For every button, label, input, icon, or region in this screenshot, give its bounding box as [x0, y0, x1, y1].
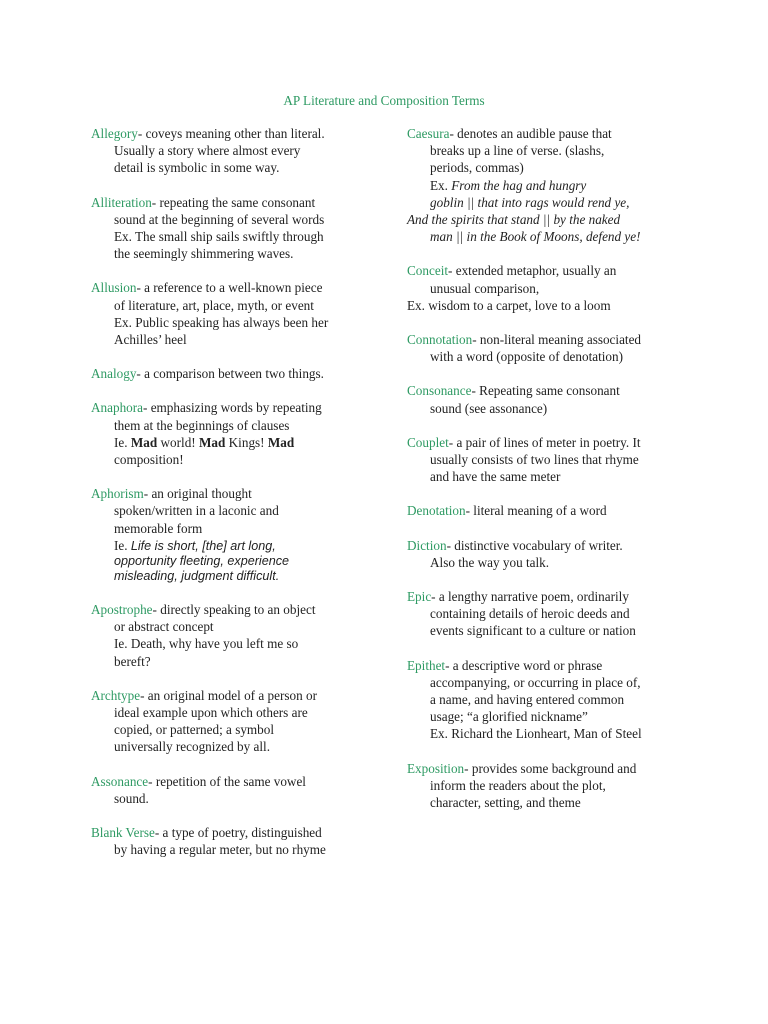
term-entry-allegory — [91, 125, 367, 177]
term-entry-apostrophe — [91, 601, 367, 670]
example-line: the seemingly shimmering waves. — [114, 246, 294, 262]
term-entry-epic — [407, 588, 689, 640]
example-line — [91, 537, 367, 554]
definition-line: containing details of heroic deeds and — [430, 606, 630, 622]
term-entry-anaphora — [91, 399, 367, 468]
left-column — [91, 125, 367, 859]
term-definition: - a lengthy narrative poem, ordinarily — [431, 589, 629, 605]
definition-line: periods, commas) — [430, 160, 524, 176]
term-entry-alliteration — [91, 194, 367, 263]
definition-line: them at the beginnings of clauses — [114, 417, 290, 433]
term-definition: - a reference to a well-known piece — [136, 280, 323, 296]
term-name: Alliteration — [91, 194, 152, 210]
term-entry-consonance — [407, 382, 689, 416]
term-entry-caesura — [407, 125, 689, 245]
term-definition: - repetition of the same vowel — [148, 773, 306, 789]
term-entry-conceit — [407, 262, 689, 314]
term-name: Consonance — [407, 383, 472, 399]
poem-text: goblin || that into rags would rend ye, — [430, 194, 630, 210]
term-definition: - Repeating same consonant — [471, 383, 620, 399]
definition-line: sound at the beginning of several words — [114, 211, 325, 227]
definition-line: character, setting, and theme — [430, 795, 581, 811]
term-definition: - a pair of lines of meter in poetry. It — [448, 434, 641, 450]
example-line: Ex. Richard the Lionheart, Man of Steel — [430, 726, 642, 742]
term-definition: - provides some background and — [464, 760, 637, 776]
term-name: Exposition — [407, 760, 465, 776]
term-entry-assonance — [91, 773, 367, 807]
definition-line: ideal example upon which others are — [114, 705, 308, 721]
term-name: Diction — [407, 537, 447, 553]
term-entry-archtype — [91, 687, 367, 756]
definition-line: or abstract concept — [114, 619, 214, 635]
definition-line: accompanying, or occurring in place of, — [430, 674, 641, 690]
definition-line: a name, and having entered common — [430, 692, 625, 708]
term-entry-blank-verse — [91, 824, 367, 858]
term-name: Couplet — [407, 434, 449, 450]
term-entry-analogy — [91, 365, 367, 382]
poem-text: And the spirits that stand || by the naked — [407, 212, 621, 228]
example-line: bereft? — [114, 653, 151, 669]
term-entry-denotation — [407, 502, 689, 519]
term-definition: - non-literal meaning associated — [472, 332, 642, 348]
example-prefix: Ie. — [114, 537, 131, 553]
quote-text: opportunity fleeting, experience — [114, 554, 290, 569]
poem-line — [407, 211, 689, 228]
definition-line: by having a regular meter, but no rhyme — [114, 842, 326, 858]
example-prefix: Ex. — [430, 177, 452, 193]
term-name: Analogy — [91, 366, 137, 382]
definition-line: unusual comparison, — [430, 280, 540, 296]
term-definition: - extended metaphor, usually an — [448, 263, 617, 279]
emphasis-word: Mad — [267, 434, 295, 450]
definition-line: usually consists of two lines that rhyme — [430, 452, 639, 468]
term-definition: - denotes an audible pause that — [449, 126, 612, 141]
term-definition: - an original thought — [143, 486, 252, 502]
example-line: Ex. The small ship sails swiftly through — [114, 229, 324, 245]
term-entry-diction — [407, 537, 689, 571]
quote-text: misleading, judgment difficult. — [114, 569, 280, 584]
term-name: Apostrophe — [91, 602, 153, 618]
term-definition: - distinctive vocabulary of writer. — [446, 537, 623, 553]
term-entry-aphorism — [91, 485, 367, 584]
term-definition: - literal meaning of a word — [465, 503, 607, 519]
term-name: Archtype — [91, 687, 141, 703]
definition-line: sound. — [114, 790, 149, 806]
term-name: Denotation — [407, 503, 466, 519]
definition-line: copied, or patterned; a symbol — [114, 722, 275, 738]
quote-text: Life is short, [the] art long, — [130, 538, 276, 553]
example-text: world! — [157, 434, 199, 450]
definition-line: and have the same meter — [430, 469, 561, 485]
right-column — [407, 125, 689, 811]
term-name: Anaphora — [91, 400, 143, 416]
emphasis-word: Mad — [198, 434, 226, 450]
poem-line: From the hag and hungry — [451, 177, 587, 193]
definition-line: Also the way you talk. — [430, 554, 550, 570]
definition-line: memorable form — [114, 520, 203, 536]
example-line: Ex. wisdom to a carpet, love to a loom — [407, 297, 611, 313]
definition-line: with a word (opposite of denotation) — [430, 349, 624, 365]
term-entry-allusion — [91, 279, 367, 348]
term-name: Allusion — [91, 280, 137, 296]
term-entry-epithet — [407, 657, 689, 743]
term-name: Conceit — [407, 263, 449, 279]
term-name: Blank Verse — [91, 825, 155, 841]
term-name: Aphorism — [91, 486, 144, 502]
term-name: Epithet — [407, 657, 446, 673]
term-entry-couplet — [407, 434, 689, 486]
page-title: AP Literature and Composition Terms — [283, 93, 485, 108]
term-definition: - repeating the same consonant — [151, 194, 316, 210]
example-line: Ex. Public speaking has always been her — [114, 314, 329, 330]
example-line — [91, 434, 367, 451]
term-definition: - coveys meaning other than literal. — [137, 126, 325, 141]
poem-line — [407, 194, 689, 211]
term-definition: - an original model of a person or — [140, 687, 317, 703]
term-name: Epic — [407, 589, 432, 605]
term-name: Allegory — [91, 126, 138, 141]
example-line: composition! — [114, 452, 184, 468]
definition-line: universally recognized by all. — [114, 739, 270, 755]
term-definition: - directly speaking to an object — [152, 602, 316, 618]
term-definition: - a descriptive word or phrase — [445, 657, 603, 673]
example-prefix: Ie. — [114, 434, 131, 450]
definition-line: usage; “a glorified nickname” — [430, 709, 588, 725]
term-definition: - emphasizing words by repeating — [143, 400, 322, 416]
definition-line: Usually a story where almost every — [114, 143, 301, 159]
term-entry-connotation — [407, 331, 689, 365]
emphasis-word: Mad — [130, 434, 158, 450]
definition-line: of literature, art, place, myth, or event — [114, 297, 314, 313]
example-line: Achilles’ heel — [114, 332, 187, 348]
example-text: Kings! — [225, 434, 268, 450]
definition-line: breaks up a line of verse. (slashs, — [430, 143, 605, 159]
definition-line: inform the readers about the plot, — [430, 777, 606, 793]
term-name: Caesura — [407, 126, 450, 141]
term-definition: - a type of poetry, distinguished — [154, 825, 322, 841]
term-name: Assonance — [91, 773, 149, 789]
term-name: Connotation — [407, 332, 473, 348]
example-line: Ie. Death, why have you left me so — [114, 636, 299, 652]
poem-text: man || in the Book of Moons, defend ye! — [430, 229, 641, 245]
example-line — [407, 177, 689, 194]
definition-line: spoken/written in a laconic and — [114, 503, 279, 519]
term-entry-exposition — [407, 760, 689, 812]
poem-line — [407, 228, 689, 245]
definition-line: sound (see assonance) — [430, 400, 548, 416]
definition-line: detail is symbolic in some way. — [114, 160, 280, 176]
term-definition: - a comparison between two things. — [136, 366, 324, 382]
definition-line: events significant to a culture or nation — [430, 623, 636, 639]
